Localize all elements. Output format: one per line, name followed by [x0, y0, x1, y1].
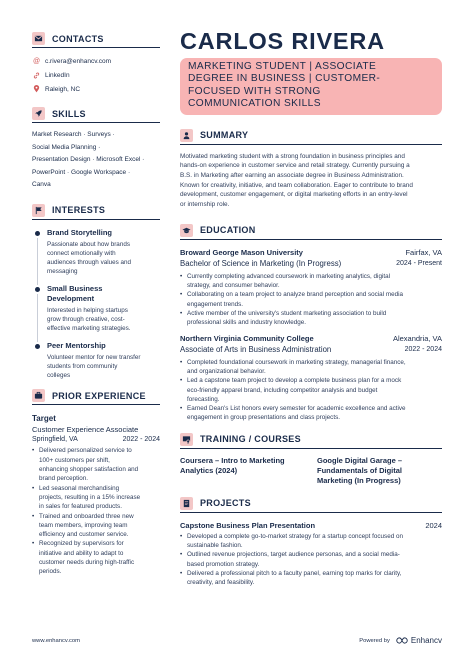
bullet-line: forecasting.: [187, 395, 220, 403]
enhancv-brand-text: Enhancv: [410, 636, 442, 645]
interest-desc-line: effective marketing strategies.: [47, 325, 131, 333]
bullet-line: 100+ customers per shift,: [39, 456, 110, 464]
prior-experience-title: PRIOR EXPERIENCE: [52, 390, 146, 401]
bullet-line: • Led a capstone team project to develop a complete business plan for a mock: [187, 377, 402, 385]
bullet-line: eco-friendly apparel brand, including competitor analysis and budget: [187, 386, 378, 394]
edu-head: [180, 247, 442, 258]
bullet-line: periods.: [39, 568, 62, 576]
edu-bullet: [180, 358, 442, 377]
bullet-line: team members, improving team: [39, 521, 128, 529]
graduation-cap-icon: [180, 224, 193, 237]
course-line: Fundamentals of Digital: [317, 465, 403, 475]
headline-line: DEGREE IN BUSINESS | CUSTOMER-: [188, 73, 381, 85]
summary-title: SUMMARY: [200, 130, 249, 141]
left-column: [32, 30, 160, 577]
project-head: [180, 520, 442, 531]
prior-experience-header: [32, 387, 160, 405]
briefcase-icon: [32, 389, 45, 402]
interest-desc-line: connect emotionally with: [47, 249, 116, 257]
interest-desc-line: students from community: [47, 362, 118, 370]
interest-item: [32, 341, 160, 381]
exp-bullet: [32, 539, 160, 576]
skills-header: [32, 105, 160, 123]
exp-bullet: [32, 512, 160, 540]
course-line: Google Digital Garage –: [317, 455, 403, 465]
skills-line: PowerPoint · Google Workspace ·: [32, 168, 131, 176]
exp-bullets: [32, 446, 160, 576]
edu-dates: 2022 - 2024: [404, 345, 442, 353]
skills-line: Social Media Planning ·: [32, 143, 101, 151]
edu-dates: 2024 - Present: [396, 259, 442, 267]
skills-line: Market Research · Surveys ·: [32, 131, 115, 138]
project-name: Capstone Business Plan Presentation: [180, 520, 316, 530]
bullet-line: projects, resulting in a 15% increase: [39, 493, 141, 501]
training-header: [180, 431, 442, 449]
enhancv-logo[interactable]: [396, 636, 442, 645]
training-title: TRAINING / COURSES: [200, 434, 301, 445]
bullet-line: professional skills and industry knowledge.: [187, 319, 307, 327]
project-date: 2024: [425, 520, 442, 530]
edu-bullet: [180, 309, 442, 328]
contact-linkedin-text: LinkedIn: [45, 71, 70, 79]
interest-title: Peer Mentorship: [47, 340, 106, 350]
bullet-line: • Trained and onboarded three new: [39, 512, 134, 520]
interest-item: [32, 228, 160, 277]
contact-location-text: Raleigh, NC: [45, 85, 81, 93]
skills-line: Presentation Design · Microsoft Excel ·: [32, 156, 145, 163]
timeline-line: [37, 294, 38, 342]
interest-desc-line: Volunteer mentor for new transfer: [47, 353, 141, 361]
bullet-line: brand perception.: [39, 475, 89, 483]
interest-desc-line: grow through creative, cost-: [47, 315, 125, 323]
bullet-line: efficiency and customer service.: [39, 531, 129, 539]
education-section: [180, 222, 442, 423]
training-section: [180, 431, 442, 486]
edu-location: Fairfax, VA: [405, 247, 442, 257]
summary-text: [180, 152, 442, 210]
bullet-line: • Active member of the university's student marketing association to build: [187, 310, 387, 318]
contact-email[interactable]: [32, 54, 160, 68]
interest-item: [32, 284, 160, 334]
projects-section: [180, 495, 442, 588]
summary-line: or internship role.: [180, 201, 230, 209]
skills-line: Canva: [32, 181, 51, 188]
bullet-line: sustainable fashion.: [187, 542, 243, 549]
candidate-name: CARLOS RIVERA: [180, 28, 385, 54]
education-title: EDUCATION: [200, 225, 256, 236]
edu-location: Alexandria, VA: [392, 333, 442, 343]
course-item: [180, 456, 305, 486]
interest-desc: [47, 240, 160, 277]
skills-list: [32, 129, 160, 192]
education-item: [180, 247, 442, 328]
bullet-line: engagement trends.: [187, 300, 244, 308]
contact-location: [32, 82, 160, 96]
bullet-line: and organizational behavior.: [187, 367, 266, 375]
bullet-line: strategy, and consumer behavior.: [187, 282, 280, 290]
edu-sub: [180, 344, 442, 355]
interest-desc-line: Interested in helping startups: [47, 306, 128, 314]
interest-desc: [47, 353, 160, 381]
timeline-dot: [35, 231, 40, 236]
interest-desc-line: colleges: [47, 372, 71, 380]
project-bullet: [180, 550, 442, 569]
interest-desc-line: Passionate about how brands: [47, 240, 130, 248]
skills-title: SKILLS: [52, 108, 86, 119]
summary-line: hands-on experience in customer service and retail strategy. Currently pursuing a: [180, 162, 410, 170]
bullet-line: • Collaborating on a team project to analyze brand perception and social media: [187, 291, 403, 299]
exp-bullet: [32, 484, 160, 512]
interest-title: Small Business Development: [47, 283, 103, 303]
at-icon: @: [32, 57, 41, 65]
exp-bullet: [32, 446, 160, 483]
footer-site-link[interactable]: www.enhancv.com: [32, 637, 80, 644]
edu-bullet: [180, 272, 442, 291]
projects-title: PROJECTS: [200, 498, 251, 509]
edu-sub: [180, 258, 442, 269]
interest-desc-line: messaging: [47, 268, 78, 276]
interests-header: [32, 202, 160, 220]
flag-icon: [32, 204, 45, 217]
bullet-line: • Outlined revenue projections, target audience personas, and a social media-: [187, 551, 400, 559]
edu-bullets: [180, 358, 442, 423]
bullet-line: • Recognized by supervisors for: [39, 540, 124, 548]
exp-meta: [32, 436, 160, 443]
timeline-dot: [35, 287, 40, 292]
project-bullet: [180, 532, 442, 551]
bullet-line: • Developed a complete go-to-market strategy for a startup concept focused on: [187, 532, 403, 540]
bullet-line: in sales for featured products.: [39, 503, 122, 511]
rocket-icon: [32, 107, 45, 120]
bullet-line: • Currently completing advanced coursework in marketing analytics, digital: [187, 272, 390, 280]
headline-line: MARKETING STUDENT | ASSOCIATE: [188, 61, 377, 72]
bullet-line: engagement in group presentations and class projects.: [187, 414, 340, 422]
edu-bullet: [180, 404, 442, 423]
interest-desc: [47, 306, 160, 334]
bullet-line: • Led seasonal merchandising: [39, 484, 120, 492]
bullet-line: customer needs during high-traffic: [39, 559, 135, 567]
bullet-line: • Delivered personalized service to: [39, 447, 132, 455]
timeline-dot: [35, 344, 40, 349]
edu-head: [180, 333, 442, 344]
powered-by: [359, 636, 442, 645]
experience-item: [32, 414, 160, 576]
exp-location: Springfield, VA: [32, 436, 78, 444]
bullet-line: initiative and ability to adapt to: [39, 549, 124, 557]
contact-email-text: c.rivera@enhancv.com: [45, 57, 112, 65]
enhancv-logo-icon: [396, 637, 408, 644]
person-icon: [180, 129, 193, 142]
project-bullets: [180, 532, 442, 588]
exp-company: Target: [32, 414, 56, 424]
edu-school: Northern Virginia Community College: [180, 333, 314, 343]
certificate-icon: [180, 433, 193, 446]
edu-bullet: [180, 376, 442, 404]
headline-line: FOCUSED WITH STRONG: [188, 85, 321, 97]
interests-title: INTERESTS: [52, 205, 106, 215]
education-item: [180, 333, 442, 423]
course-line: Analytics (2024): [180, 465, 238, 475]
course-item: [317, 456, 442, 486]
summary-line: development, customer engagement, or digital marketing efforts in an entry-level: [180, 191, 408, 199]
bullet-line: • Completed foundational coursework in marketing strategy, managerial finance,: [187, 358, 406, 366]
contacts-title: CONTACTS: [52, 33, 104, 44]
edu-bullets: [180, 272, 442, 328]
education-header: [180, 222, 442, 240]
headline-banner: [180, 58, 442, 115]
contacts-header: [32, 30, 160, 48]
projects-header: [180, 495, 442, 513]
bullet-line: creativity, and feasibility.: [187, 579, 255, 587]
summary-header: [180, 127, 442, 145]
course-list: [180, 456, 442, 486]
bullet-line: based promotion strategy.: [187, 560, 260, 568]
contact-linkedin[interactable]: [32, 68, 160, 82]
powered-by-label: Powered by: [359, 637, 390, 644]
location-pin-icon: [32, 85, 41, 93]
bullet-line: • Delivered a professional pitch to a faculty panel, earning top marks for clarity,: [187, 569, 402, 577]
project-bullet: [180, 569, 442, 588]
course-line: Marketing (In Progress): [317, 475, 401, 485]
edu-degree: Associate of Arts in Business Administration: [180, 344, 332, 354]
footer: [32, 636, 442, 645]
summary-section: [180, 127, 442, 210]
bullet-line: enhancing shopper satisfaction and: [39, 466, 139, 474]
summary-line: Motivated marketing student with a strong foundation in business principles and: [180, 152, 405, 160]
bullet-line: • Earned Dean's List honors every semester for academic excellence and active: [187, 405, 406, 413]
exp-dates: 2022 - 2024: [122, 436, 160, 444]
edu-school: Broward George Mason University: [180, 247, 303, 257]
summary-line: B.S. in Marketing after earning an associate degree in Business Administration.: [180, 172, 404, 180]
contact-list: [32, 54, 160, 96]
interest-title: Brand Storytelling: [47, 227, 113, 237]
edu-degree: Bachelor of Science in Marketing (In Progress): [180, 258, 342, 268]
document-icon: [180, 497, 193, 510]
timeline-line: [37, 238, 38, 285]
exp-role: Customer Experience Associate: [32, 425, 139, 435]
edu-bullet: [180, 290, 442, 309]
summary-line: Known for creativity, initiative, and team collaboration. Eager to contribute to brand: [180, 181, 413, 189]
envelope-icon: [32, 32, 45, 45]
interest-desc-line: audiences through values and: [47, 259, 132, 267]
link-icon: [32, 72, 41, 79]
course-line: Coursera – Intro to Marketing: [180, 455, 285, 465]
headline-line: COMMUNICATION SKILLS: [188, 98, 321, 110]
right-column: [180, 28, 442, 587]
interests-list: [32, 228, 160, 381]
